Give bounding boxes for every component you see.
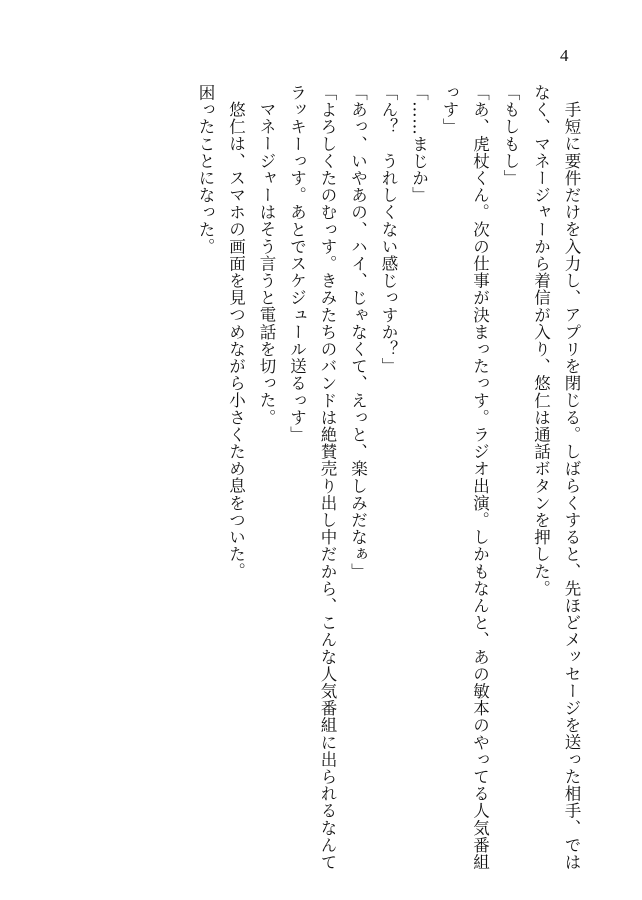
paragraph-narration: 悠仁は、スマホの画面を見つめながら小さくため息をついた。 [226,100,246,580]
paragraph-narration: 困ったことになった。 [196,84,215,255]
paragraph-dialogue: 「あっ、いやあの、ハイ、じゃなくて、えっと、楽しみだなぁ」 [348,84,368,580]
paragraph-dialogue: 「よろしくたのむっす。きみたちのバンドは絶賛売り出し中だから、こんな人気番組に出られるなんてラッキーっす。あとでスケジュール送るっす」 [287,84,337,871]
paragraph-narration: 手短に要件だけを入力し、アプリを閉じる。しばらくすると、先ほどメッセージを送った相手、ではなく、マネージャーから着信が入り、悠仁は通話ボタンを押した。 [531,84,581,870]
paragraph-dialogue: 「ん？ うれしくない感じっすか？」 [379,84,398,375]
paragraph-dialogue: 「あ、虎杖くん。次の仕事が決まったっす。ラジオ出演。しかもなんと、あの敏本のやってる人気番組っす」 [440,84,490,871]
paragraph-dialogue: 「もしもし」 [501,84,520,187]
vertical-text-body [190,84,587,874]
paragraph-dialogue: 「……まじか」 [409,84,429,204]
page-number: 4 [560,46,569,65]
paragraph-narration: マネージャーはそう言うと電話を切った。 [257,100,276,426]
